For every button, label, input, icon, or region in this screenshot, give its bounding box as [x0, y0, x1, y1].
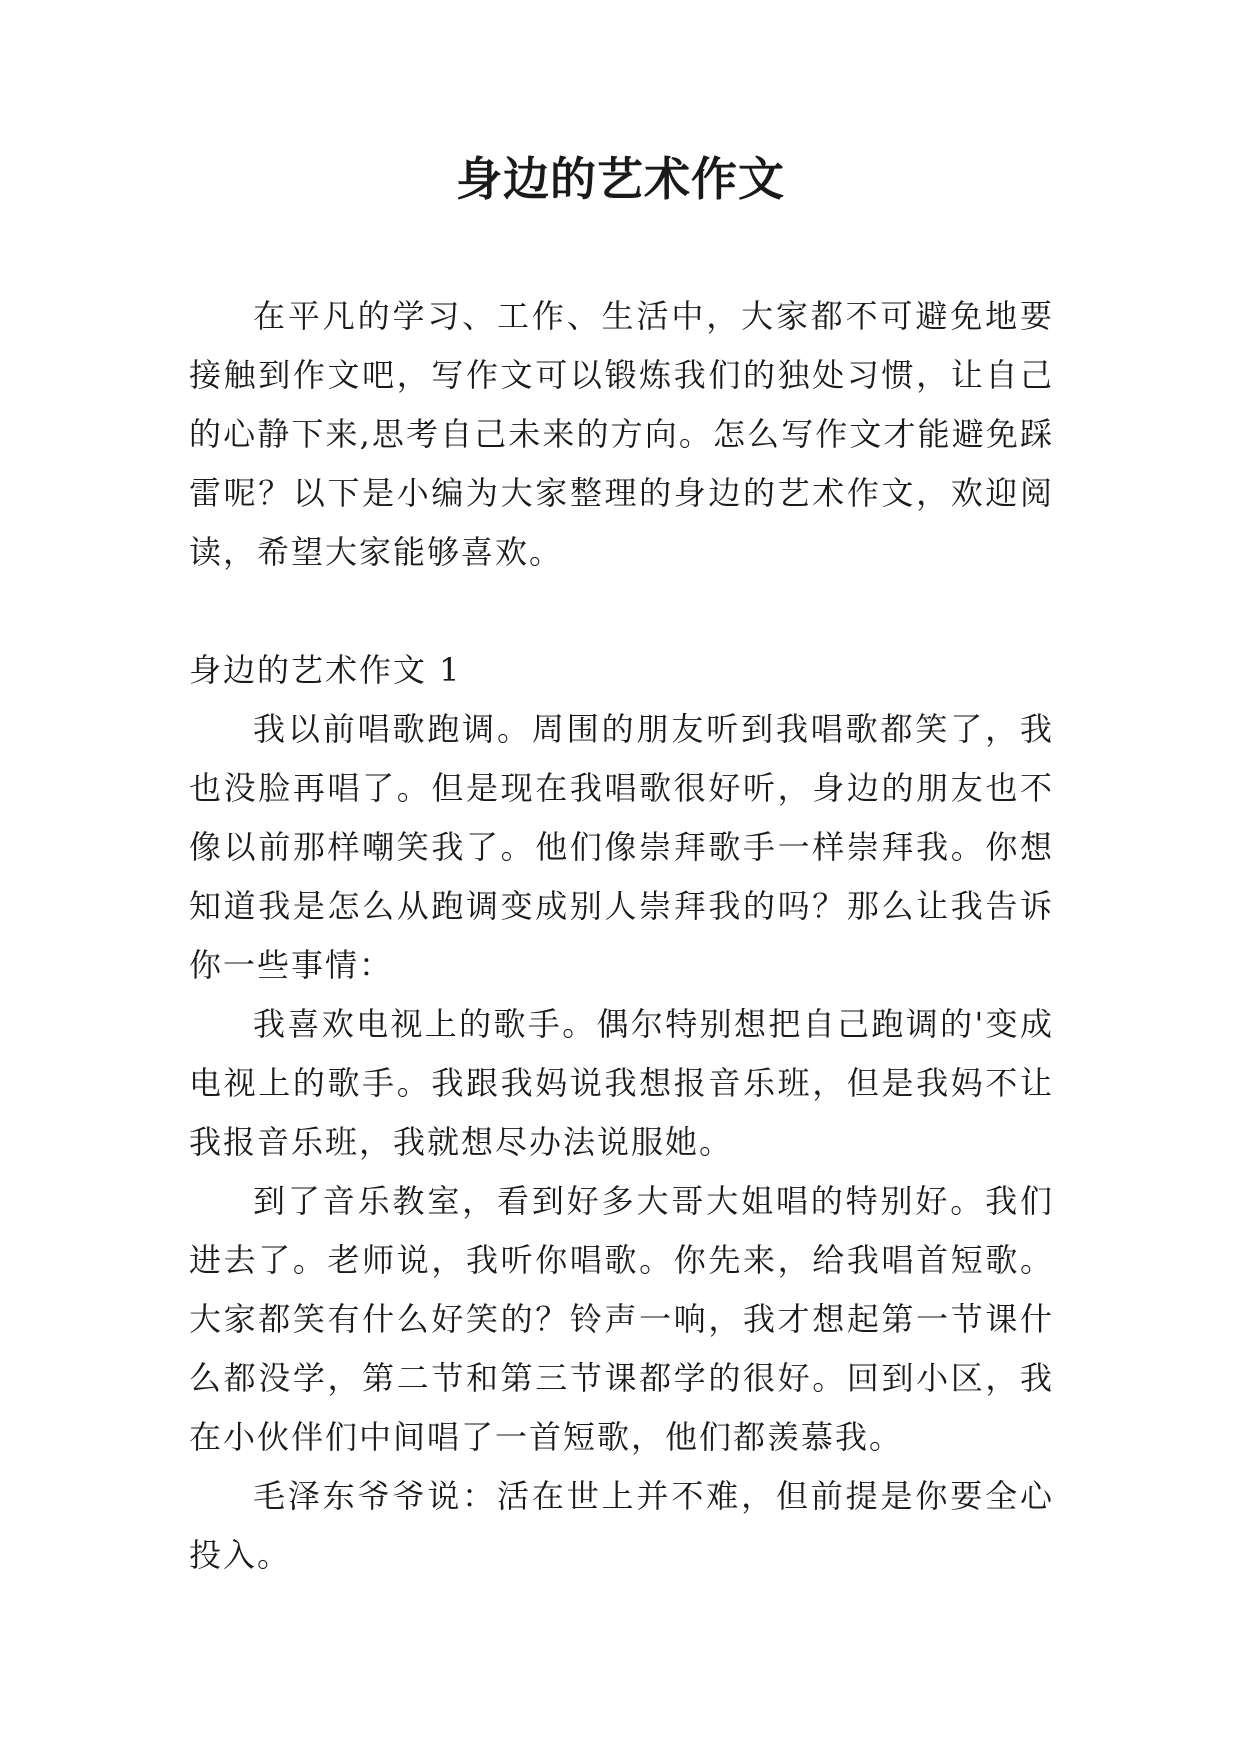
section-heading: 身边的艺术作文 1 — [189, 651, 462, 689]
body-paragraph-1: 我以前唱歌跑调。周围的朋友听到我唱歌都笑了，我也没脸再唱了。但是现在我唱歌很好听，身边的朋友也不像以前那样嘲笑我了。他们像崇拜歌手一样崇拜我。你想知道我是怎么从跑调变成别人崇拜我的吗？那么让我告诉你一些事情： — [189, 710, 1054, 984]
document-body — [189, 287, 1054, 1585]
document-title: 身边的艺术作文 — [456, 152, 785, 206]
paragraph-spacer — [189, 582, 1054, 641]
body-paragraph-2: 我喜欢电视上的歌手。偶尔特别想把自己跑调的'变成电视上的歌手。我跟我妈说我想报音乐班，但是我妈不让我报音乐班，我就想尽办法说服她。 — [189, 1005, 1054, 1161]
intro-paragraph: 在平凡的学习、工作、生活中，大家都不可避免地要接触到作文吧，写作文可以锻炼我们的独处习惯，让自己的心静下来,思考自己未来的方向。怎么写作文才能避免踩雷呢？以下是小编为大家整理的身边的艺术作文，欢迎阅读，希望大家能够喜欢。 — [189, 297, 1054, 571]
body-paragraph-3: 到了音乐教室，看到好多大哥大姐唱的特别好。我们进去了。老师说，我听你唱歌。你先来，给我唱首短歌。大家都笑有什么好笑的？铃声一响，我才想起第一节课什么都没学，第二节和第三节课都学的很好。回到小区，我在小伙伴们中间唱了一首短歌，他们都羡慕我。 — [189, 1182, 1054, 1456]
body-paragraph-4: 毛泽东爷爷说：活在世上并不难，但前提是你要全心投入。 — [189, 1477, 1054, 1574]
